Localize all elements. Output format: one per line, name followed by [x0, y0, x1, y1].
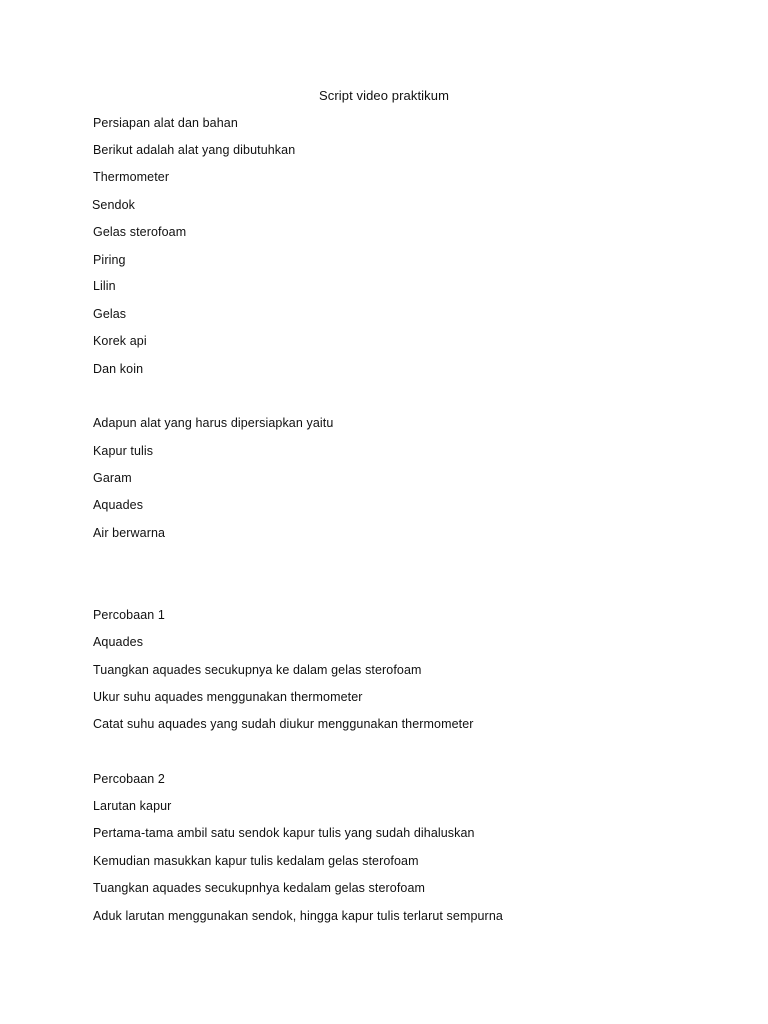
tool-item: Sendok	[92, 198, 135, 212]
tool-item: Korek api	[93, 334, 147, 348]
experiment-1-heading: Percobaan 1	[93, 608, 165, 622]
experiment-step: Tuangkan aquades secukupnya ke dalam gelas sterofoam	[93, 663, 422, 677]
section-heading-prep: Persiapan alat dan bahan	[93, 116, 238, 130]
document-title: Script video praktikum	[318, 88, 450, 103]
tool-item: Gelas sterofoam	[93, 225, 187, 239]
experiment-step: Catat suhu aquades yang sudah diukur menggunakan thermometer	[93, 717, 474, 731]
experiment-1-subject: Aquades	[93, 635, 144, 649]
experiment-2-heading: Percobaan 2	[93, 772, 165, 786]
experiment-step: Ukur suhu aquades menggunakan thermometer	[93, 690, 363, 704]
materials-intro: Adapun alat yang harus dipersiapkan yaitu	[93, 416, 334, 430]
tool-item: Gelas	[93, 307, 127, 321]
tool-item: Dan koin	[93, 362, 144, 376]
experiment-step: Kemudian masukkan kapur tulis kedalam gelas sterofoam	[93, 854, 419, 868]
tool-item: Lilin	[93, 279, 116, 293]
material-item: Garam	[93, 471, 132, 485]
tools-intro: Berikut adalah alat yang dibutuhkan	[93, 143, 296, 157]
tool-item: Piring	[93, 253, 126, 267]
experiment-step: Aduk larutan menggunakan sendok, hingga kapur tulis terlarut sempurna	[93, 909, 503, 923]
tool-item: Thermometer	[93, 170, 170, 184]
material-item: Aquades	[93, 498, 144, 512]
material-item: Air berwarna	[93, 526, 166, 540]
material-item: Kapur tulis	[93, 444, 154, 458]
experiment-step: Tuangkan aquades secukupnhya kedalam gelas sterofoam	[93, 881, 426, 895]
experiment-2-subject: Larutan kapur	[93, 799, 172, 813]
experiment-step: Pertama-tama ambil satu sendok kapur tulis yang sudah dihaluskan	[93, 826, 475, 840]
